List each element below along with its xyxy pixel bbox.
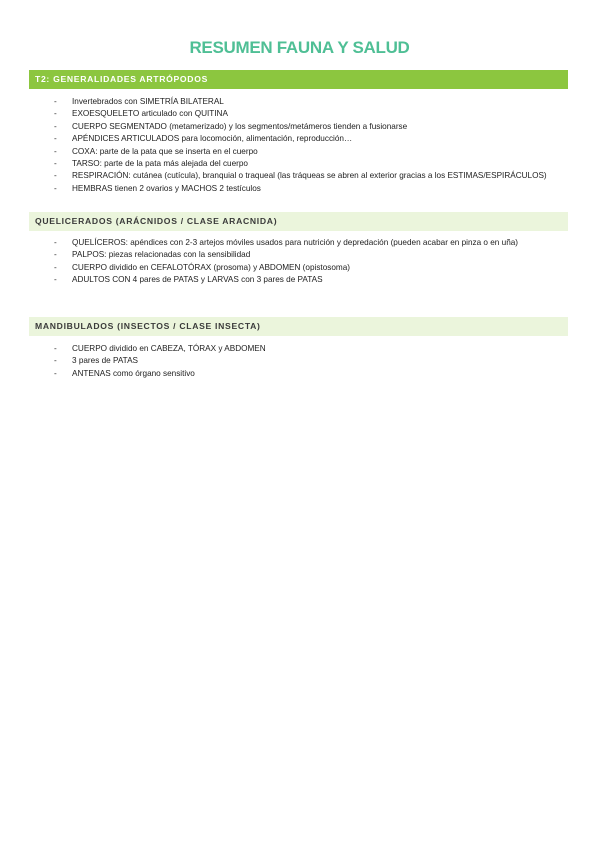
list-item — [54, 343, 554, 355]
list-item — [54, 146, 554, 158]
section-header-generalidades: T2: GENERALIDADES ARTRÓPODOS — [29, 70, 568, 89]
list-item-text: HEMBRAS tienen 2 ovarios y MACHOS 2 testículos — [72, 183, 261, 193]
bullet-dash: - — [54, 97, 57, 106]
list-item — [54, 368, 554, 380]
list-quelicerados — [54, 237, 554, 287]
list-item — [54, 170, 554, 182]
list-item — [54, 249, 554, 261]
list-item-text: QUELÍCEROS: apéndices con 2-3 artejos móviles usados para nutrición y depredación (pueden acabar en pinza o en uña) — [72, 238, 519, 247]
list-item — [54, 96, 554, 108]
bullet-dash: - — [54, 238, 57, 247]
bullet-dash: - — [54, 250, 57, 260]
bullet-dash: - — [54, 146, 57, 156]
list-item-text: RESPIRACIÓN: cutánea (cutícula), branquial o traqueal (las tráqueas se abren al exterior gracias a los ESTIMAS/ESPIRÁCULOS) — [72, 171, 547, 181]
bullet-dash: - — [54, 121, 57, 131]
bullet-dash: - — [54, 159, 57, 169]
list-item-text: TARSO: parte de la pata más alejada del cuerpo — [72, 159, 248, 169]
bullet-dash: - — [54, 183, 57, 193]
bullet-dash: - — [54, 109, 57, 119]
section-header-quelicerados: QUELICERADOS (ARÁCNIDOS / CLASE ARACNIDA) — [29, 212, 568, 231]
list-item — [54, 262, 554, 274]
list-item-text: ANTENAS como órgano sensitivo — [72, 368, 195, 378]
list-mandibulados — [54, 343, 554, 380]
list-item — [54, 355, 554, 367]
document-title: RESUMEN FAUNA Y SALUD — [189, 38, 410, 57]
list-item — [54, 274, 554, 286]
bullet-dash: - — [54, 356, 57, 366]
list-item-text: COXA: parte de la pata que se inserta en el cuerpo — [72, 146, 258, 156]
bullet-dash: - — [54, 262, 57, 272]
bullet-dash: - — [54, 368, 57, 378]
list-item — [54, 237, 554, 249]
bullet-dash: - — [54, 171, 57, 181]
list-item-text: PALPOS: piezas relacionadas con la sensibilidad — [72, 250, 251, 260]
list-item — [54, 121, 554, 133]
list-item-text: APÉNDICES ARTICULADOS para locomoción, alimentación, reproducción… — [72, 134, 353, 144]
list-item-text: CUERPO SEGMENTADO (metamerizado) y los segmentos/metámeros tienden a fusionarse — [72, 121, 408, 131]
list-item — [54, 108, 554, 120]
bullet-dash: - — [54, 275, 57, 285]
section-header-mandibulados: MANDIBULADOS (INSECTOS / CLASE INSECTA) — [29, 317, 568, 336]
bullet-dash: - — [54, 134, 57, 144]
list-item — [54, 158, 554, 170]
list-item-text: CUERPO dividido en CABEZA, TÓRAX y ABDOMEN — [72, 344, 266, 353]
list-item-text: CUERPO dividido en CEFALOTÓRAX (prosoma) y ABDOMEN (opistosoma) — [72, 262, 351, 272]
list-item-text: Invertebrados con SIMETRÍA BILATERAL — [72, 97, 224, 106]
list-item — [54, 133, 554, 145]
list-generalidades — [54, 96, 554, 195]
list-item-text: EXOESQUELETO articulado con QUITINA — [72, 109, 228, 119]
list-item-text: ADULTOS CON 4 pares de PATAS y LARVAS con 3 pares de PATAS — [72, 275, 323, 285]
list-item-text: 3 pares de PATAS — [72, 356, 138, 366]
bullet-dash: - — [54, 344, 57, 353]
list-item — [54, 183, 554, 195]
